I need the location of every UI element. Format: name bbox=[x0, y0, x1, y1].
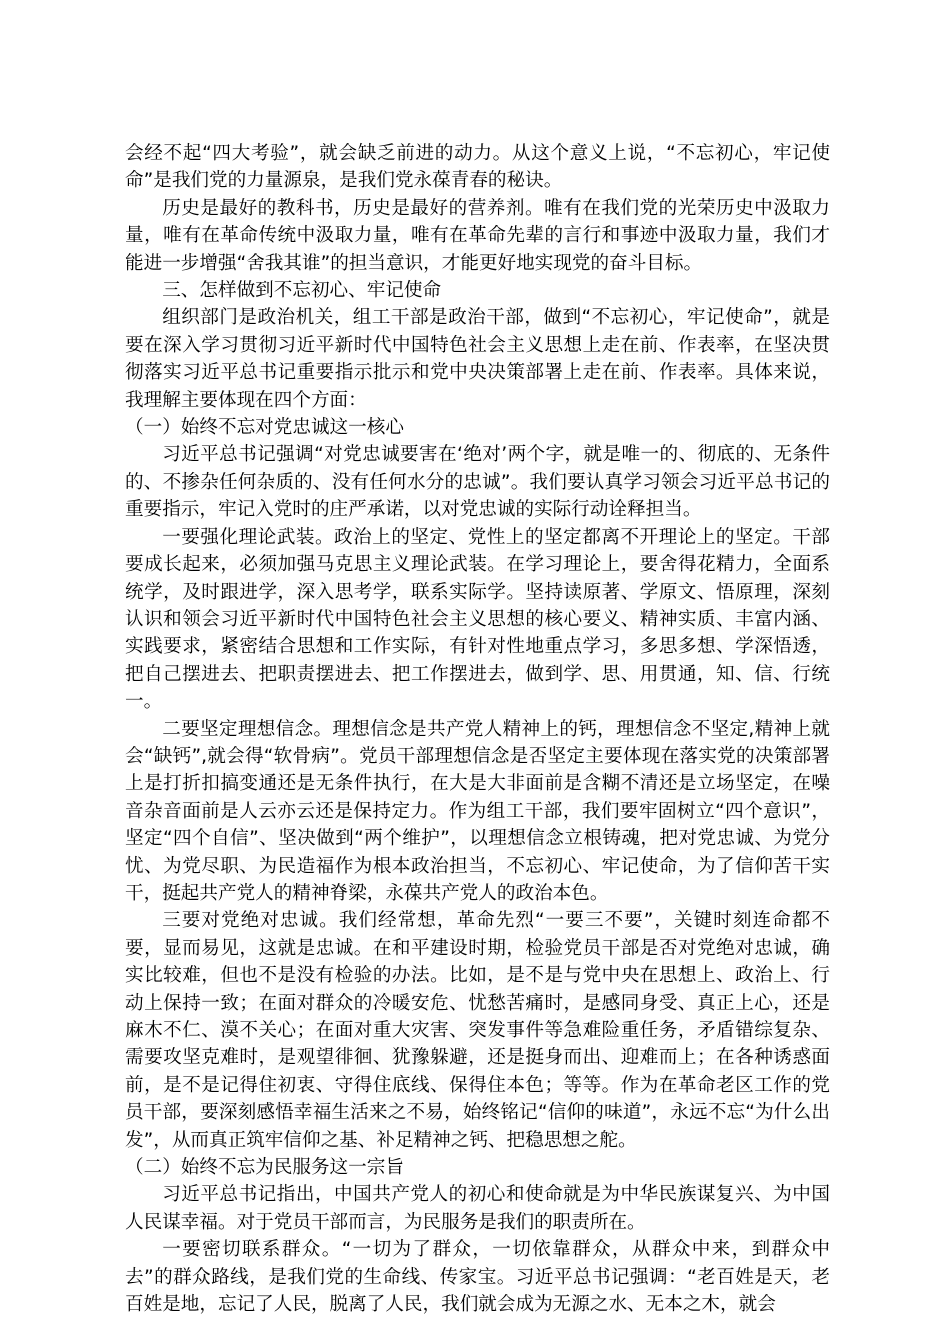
subheading-2: （二）始终不忘为民服务这一宗旨 bbox=[125, 1157, 404, 1179]
subheading-1: （一）始终不忘对党忠诚这一核心 bbox=[125, 417, 404, 439]
paragraph-history: 历史是最好的教科书，历史是最好的营养剂。唯有在我们党的光荣历史中汲取力量，唯有在革命传统中汲取力量，唯有在革命先辈的言行和事迹中汲取力量，我们才能进一步增强“舍我其谁”的担当意识，才能更好地实现党的奋斗目标。 bbox=[125, 197, 830, 274]
paragraph-mass-line: 一要密切联系群众。“一切为了群众，一切依靠群众，从群众中来，到群众中去”的群众路线，是我们党的生命线、传家宝。习近平总书记强调：“老百姓是天，老百姓是地，忘记了人民，脱离了人民，我们就会成为无源之水、无本之木，就会 bbox=[125, 1239, 830, 1316]
paragraph-loyalty-intro: 习近平总书记强调“对党忠诚要害在‘绝对’两个字，就是唯一的、彻底的、无条件的、不掺杂任何杂质的、没有任何水分的忠诚”。我们要认真学习领会习近平总书记的重要指示，牢记入党时的庄严承诺，以对党忠诚的实际行动诠释担当。 bbox=[125, 444, 830, 521]
paragraph-absolute-loyalty: 三要对党绝对忠诚。我们经常想，革命先烈“一要三不要”，关键时刻连命都不要，显而易见，这就是忠诚。在和平建设时期，检验党员干部是否对党绝对忠诚，确实比较难，但也不是没有检验的办法。比如，是不是与党中央在思想上、政治上、行动上保持一致；在面对群众的冷暖安危、忧愁苦痛时，是感同身受、真正上心，还是麻木不仁、漠不关心；在面对重大灾害、突发事件等急难险重任务，矛盾错综复杂、需要攻坚克难时，是观望徘徊、犹豫躲避，还是挺身而出、迎难而上；在各种诱惑面前，是不是记得住初衷、守得住底线、保得住本色；等等。作为在革命老区工作的党员干部，要深刻感悟幸福生活来之不易，始终铭记“信仰的味道”，永远不忘“为什么出发”，从而真正筑牢信仰之基、补足精神之钙、把稳思想之舵。 bbox=[125, 910, 830, 1151]
paragraph-continuation: 会经不起“四大考验”，就会缺乏前进的动力。从这个意义上说，“不忘初心，牢记使命”是我们党的力量源泉，是我们党永葆青春的秘诀。 bbox=[125, 143, 830, 192]
paragraph-service-intro: 习近平总书记指出，中国共产党人的初心和使命就是为中华民族谋复兴、为中国人民谋幸福。对于党员干部而言，为民服务是我们的职责所在。 bbox=[125, 1184, 830, 1233]
document-page bbox=[125, 140, 830, 1318]
paragraph-theory: 一要强化理论武装。政治上的坚定、党性上的坚定都离不开理论上的坚定。干部要成长起来，必须加强马克思主义理论武装。在学习理论上，要舍得花精力，全面系统学，及时跟进学，深入思考学，联系实际学。坚持读原著、学原文、悟原理，深刻认识和领会习近平新时代中国特色社会主义思想的核心要义、精神实质、丰富内涵、实践要求，紧密结合思想和工作实际，有针对性地重点学习，多思多想、学深悟透，把自己摆进去、把职责摆进去、把工作摆进去，做到学、思、用贯通，知、信、行统一。 bbox=[125, 526, 830, 713]
paragraph-organization: 组织部门是政治机关，组工干部是政治干部，做到“不忘初心，牢记使命”，就是要在深入学习贯彻习近平新时代中国特色社会主义思想上走在前、作表率，在坚决贯彻落实习近平总书记重要指示批示和党中央决策部署上走在前、作表率。具体来说，我理解主要体现在四个方面： bbox=[125, 307, 830, 411]
section-heading-3: 三、怎样做到不忘初心、牢记使命 bbox=[162, 280, 442, 302]
paragraph-ideals: 二要坚定理想信念。理想信念是共产党人精神上的钙，理想信念不坚定,精神上就会“缺钙”,就会得“软骨病”。党员干部理想信念是否坚定主要体现在落实党的决策部署上是打折扣搞变通还是无条件执行，在大是大非面前是含糊不清还是立场坚定，在噪音杂音面前是人云亦云还是保持定力。作为组工干部，我们要牢固树立“四个意识”，坚定“四个自信”、坚决做到“两个维护”，以理想信念立根铸魂，把对党忠诚、为党分忧、为党尽职、为民造福作为根本政治担当，不忘初心、牢记使命，为了信仰苦干实干，挺起共产党人的精神脊梁，永葆共产党人的政治本色。 bbox=[125, 718, 830, 904]
